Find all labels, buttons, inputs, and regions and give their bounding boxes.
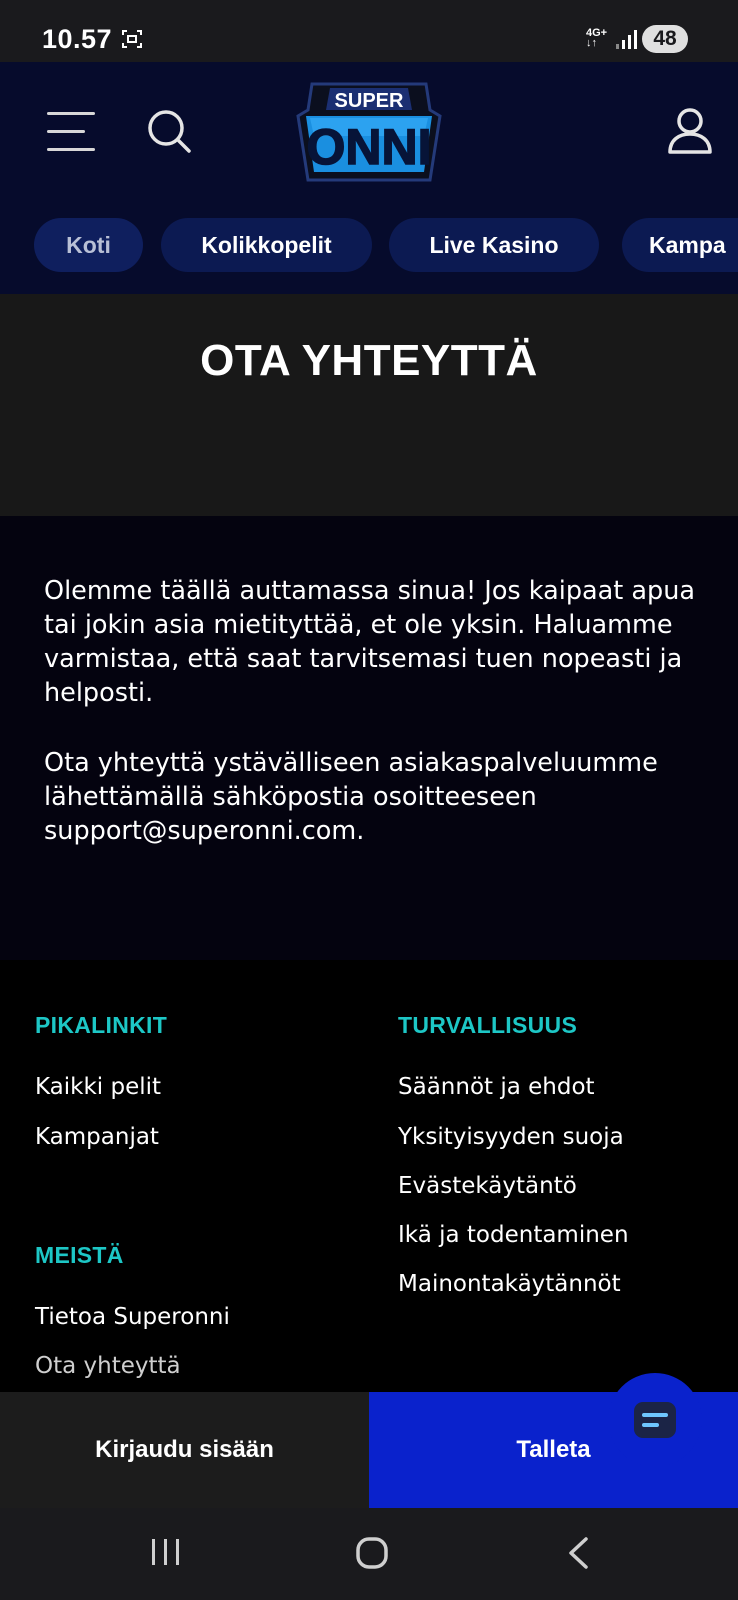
tab-live-kasino[interactable]: Live Kasino: [389, 218, 599, 272]
footer-link-advertising[interactable]: Mainontakäytännöt: [398, 1271, 621, 1297]
footer-link-campaigns[interactable]: Kampanjat: [35, 1124, 159, 1150]
hero-banner: [0, 294, 738, 516]
footer-link-all-games[interactable]: Kaikki pelit: [35, 1074, 162, 1100]
footer-heading-quick-links: PIKALINKIT: [35, 1012, 168, 1038]
system-nav-bar: [0, 1508, 738, 1600]
footer-link-cookies[interactable]: Evästekäytäntö: [398, 1173, 577, 1199]
status-time: 10.57: [42, 24, 113, 54]
user-icon[interactable]: [666, 106, 714, 156]
footer: [0, 960, 738, 1392]
footer-link-age-verification[interactable]: Ikä ja todentaminen: [398, 1222, 629, 1248]
deposit-button[interactable]: Talleta: [369, 1392, 738, 1508]
recent-apps-icon[interactable]: [150, 1537, 182, 1567]
login-button[interactable]: Kirjaudu sisään: [0, 1392, 369, 1508]
chat-icon[interactable]: [608, 1373, 702, 1467]
footer-link-privacy[interactable]: Yksityisyyden suoja: [398, 1124, 624, 1150]
signal-icon: [615, 28, 637, 50]
page-title: OTA YHTEYTTÄ: [200, 336, 538, 385]
network-indicator: 4G+ ↓↑: [586, 27, 608, 49]
svg-text:ONNI: ONNI: [306, 119, 432, 175]
home-icon[interactable]: [355, 1536, 389, 1570]
footer-heading-about: MEISTÄ: [35, 1242, 124, 1268]
status-bar: [0, 0, 738, 62]
tab-kampanjat[interactable]: Kampa: [622, 218, 738, 272]
footer-heading-security: TURVALLISUUS: [398, 1012, 578, 1038]
screenshot-icon: [121, 29, 143, 49]
search-icon[interactable]: [146, 108, 192, 154]
tab-kolikkopelit[interactable]: Kolikkopelit: [161, 218, 372, 272]
intro-paragraph: Olemme täällä auttamassa sinua! Jos kaipaat apua tai jokin asia mietityttää, et ole yksin. Haluamme varmistaa, että saat tarvitsemasi tuen nopeasti ja helposti.: [44, 576, 695, 708]
back-icon[interactable]: [566, 1536, 590, 1570]
footer-link-contact[interactable]: Ota yhteyttä: [35, 1353, 181, 1379]
tab-koti[interactable]: Koti: [34, 218, 143, 272]
footer-link-terms[interactable]: Säännöt ja ehdot: [398, 1074, 595, 1100]
contact-content: [0, 516, 738, 960]
battery-indicator: 48: [642, 25, 688, 53]
svg-text:SUPER: SUPER: [334, 90, 404, 112]
footer-link-about-superonni[interactable]: Tietoa Superonni: [35, 1304, 230, 1330]
superonni-logo[interactable]: [290, 76, 448, 186]
hamburger-icon[interactable]: [47, 112, 95, 152]
contact-paragraph: Ota yhteyttä ystävälliseen asiakaspalveluumme lähettämällä sähköpostia osoitteeseen support@superonni.com.: [44, 748, 658, 846]
